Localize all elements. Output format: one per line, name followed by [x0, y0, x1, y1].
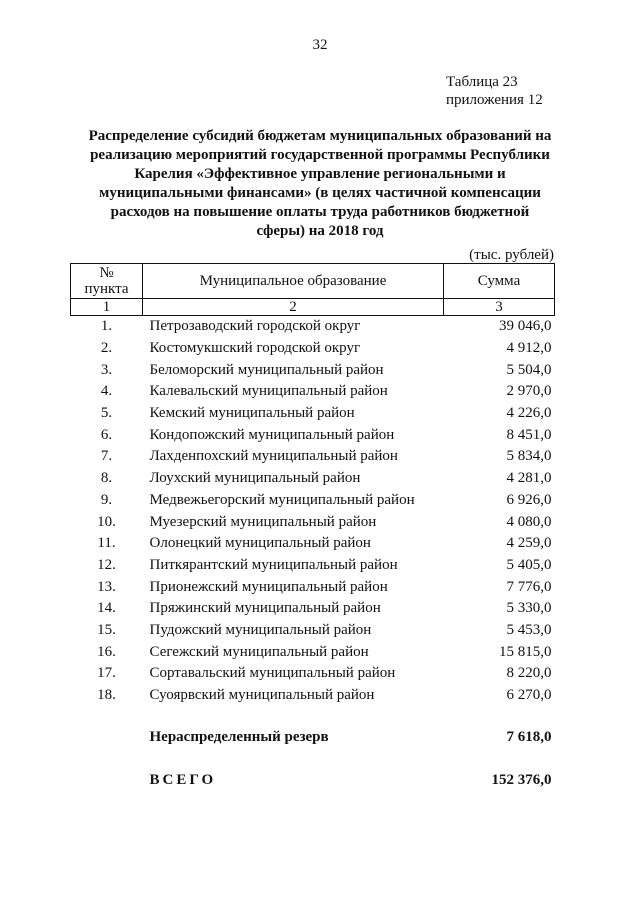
- municipality-name: Кемский муниципальный район: [149, 405, 355, 422]
- amount-value: 5 834,0: [506, 448, 552, 465]
- municipality-name: Сортавальский муниципальный район: [149, 665, 396, 682]
- amount-value: 4 259,0: [506, 535, 552, 552]
- municipality-name: Пудожский муниципальный район: [149, 621, 372, 638]
- row-number: 6.: [100, 426, 113, 443]
- amount-value: 5 504,0: [506, 361, 552, 378]
- amount-value: 8 220,0: [506, 665, 552, 682]
- row-number: 14.: [97, 600, 116, 617]
- table-row: [71, 490, 555, 512]
- header-column-number-3: 3: [444, 299, 555, 316]
- table-row: [71, 511, 555, 533]
- header-number-sign: №: [99, 265, 114, 281]
- spacer-row: [71, 748, 555, 769]
- table-row: [71, 555, 555, 577]
- municipality-name: Олонецкий муниципальный район: [149, 535, 371, 552]
- total-label: ВСЕГО: [149, 771, 217, 788]
- row-number: 7.: [100, 448, 113, 465]
- header-column-number-1: 1: [71, 299, 143, 316]
- reserve-row: [71, 726, 555, 748]
- row-number: 9.: [100, 491, 113, 508]
- amount-value: 4 912,0: [506, 340, 552, 357]
- reserve-number-cell: [71, 726, 143, 748]
- row-number: 12.: [97, 556, 116, 573]
- municipality-name: Суоярвский муниципальный район: [149, 687, 375, 704]
- row-number: 11.: [97, 535, 116, 552]
- table-row: [71, 359, 555, 381]
- table-row: [71, 620, 555, 642]
- reserve-amount: 7 618,0: [506, 728, 552, 745]
- municipality-name: Питкярантский муниципальный район: [149, 556, 398, 573]
- amount-value: 5 453,0: [506, 621, 552, 638]
- title-line-1: Распределение субсидий бюджетам муниципальных образований на: [88, 128, 552, 144]
- table-row: [71, 641, 555, 663]
- municipality-name: Медвежьегорский муниципальный район: [149, 491, 415, 508]
- table-reference-line-1: Таблица 23: [446, 74, 518, 90]
- amount-value: 6 926,0: [506, 491, 552, 508]
- subsidy-table: [70, 263, 555, 791]
- table-row: [71, 381, 555, 403]
- amount-value: 4 080,0: [506, 513, 552, 530]
- title-line-3: Карелия «Эффективное управление региональными и: [134, 166, 506, 182]
- table-row: [71, 685, 555, 707]
- total-number-cell: [71, 769, 143, 791]
- municipality-name: Костомукшский городской округ: [149, 340, 361, 357]
- table-row: [71, 446, 555, 468]
- total-amount: 152 376,0: [491, 771, 552, 788]
- table-row: [71, 468, 555, 490]
- table-row: [71, 403, 555, 425]
- municipality-name: Беломорский муниципальный район: [149, 361, 384, 378]
- row-number: 16.: [97, 643, 116, 660]
- amount-value: 2 970,0: [506, 383, 552, 400]
- row-number: 3.: [100, 361, 113, 378]
- table-row: [71, 598, 555, 620]
- municipality-name: Кондопожский муниципальный район: [149, 426, 395, 443]
- municipality-name: Пряжинский муниципальный район: [149, 600, 381, 617]
- amount-value: 6 270,0: [506, 687, 552, 704]
- table-reference: [446, 73, 543, 109]
- municipality-name: Прионежский муниципальный район: [149, 578, 388, 595]
- amount-value: 15 815,0: [499, 643, 552, 660]
- header-municipality: Муниципальное образование: [143, 264, 444, 299]
- table-row: [71, 338, 555, 360]
- header-item-number: [71, 264, 143, 299]
- document-title: [74, 127, 566, 241]
- municipality-name: Лахденпохский муниципальный район: [149, 448, 398, 465]
- table-row: [71, 533, 555, 555]
- row-number: 4.: [100, 383, 113, 400]
- reserve-label: Нераспределенный резерв: [149, 728, 329, 745]
- amount-value: 8 451,0: [506, 426, 552, 443]
- amount-value: 5 405,0: [506, 556, 552, 573]
- municipality-name: Муезерский муниципальный район: [149, 513, 377, 530]
- title-line-5: расходов на повышение оплаты труда работников бюджетной: [110, 204, 530, 220]
- title-line-6: сферы) на 2018 год: [256, 223, 384, 239]
- table-row: [71, 576, 555, 598]
- row-number: 10.: [97, 513, 116, 530]
- amount-value: 4 226,0: [506, 405, 552, 422]
- amount-value: 7 776,0: [506, 578, 552, 595]
- row-number: 15.: [97, 621, 116, 638]
- amount-value: 5 330,0: [506, 600, 552, 617]
- table-reference-line-2: приложения 12: [446, 92, 543, 108]
- amount-value: 39 046,0: [499, 318, 552, 335]
- row-number: 13.: [97, 578, 116, 595]
- header-amount: Сумма: [444, 264, 555, 299]
- row-number: 5.: [100, 405, 113, 422]
- row-number: 1.: [100, 318, 113, 335]
- row-number: 8.: [100, 470, 113, 487]
- row-number: 17.: [97, 665, 116, 682]
- amount-value: 4 281,0: [506, 470, 552, 487]
- municipality-name: Сегежский муниципальный район: [149, 643, 369, 660]
- total-row: [71, 769, 555, 791]
- units-label: (тыс. рублей): [469, 247, 554, 263]
- row-number: 2.: [100, 340, 113, 357]
- municipality-name: Калевальский муниципальный район: [149, 383, 388, 400]
- row-number: 18.: [97, 687, 116, 704]
- title-line-4: муниципальными финансами» (в целях частичной компенсации: [99, 185, 541, 201]
- table-row: [71, 424, 555, 446]
- municipality-name: Лоухский муниципальный район: [149, 470, 361, 487]
- spacer-row: [71, 706, 555, 726]
- page-number: 32: [312, 37, 328, 53]
- municipality-name: Петрозаводский городской округ: [149, 318, 361, 335]
- title-line-2: реализацию мероприятий государственной программы Республики: [90, 147, 550, 163]
- header-number-word: пункта: [84, 281, 129, 297]
- table-row: [71, 316, 555, 338]
- header-column-number-2: 2: [143, 299, 444, 316]
- table-row: [71, 663, 555, 685]
